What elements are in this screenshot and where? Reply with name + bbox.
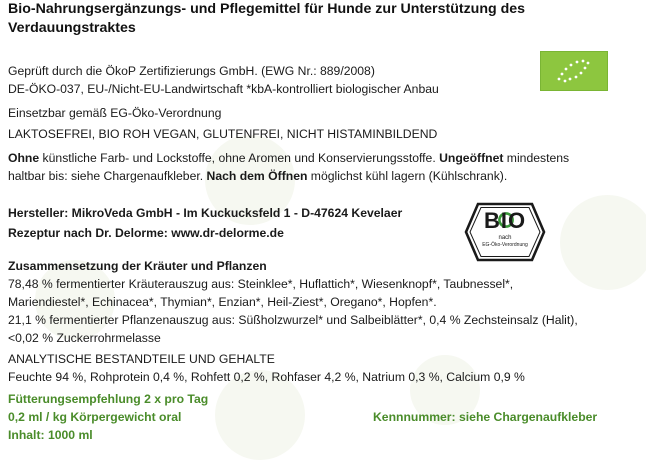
recipe-info: Rezeptur nach Dr. Delorme: www.dr-delorme.de	[8, 226, 284, 240]
storage-line2	[8, 169, 507, 183]
composition-heading: Zusammensetzung der Kräuter und Pflanzen	[8, 259, 267, 273]
storage-unopened: Ungeöffnet	[439, 151, 504, 165]
storage-text: mindestens	[503, 151, 570, 165]
product-title-line2: Verdauungstraktes	[8, 20, 136, 36]
bio-seal-sub1: nach	[498, 235, 512, 241]
composition-line2: Mariendiestel*, Echinacea*, Thymian*, Enzian*, Heil-Ziest*, Oregano*, Hopfen*.	[8, 295, 437, 309]
regulation-note: Einsetzbar gemäß EG-Öko-Verordnung	[8, 106, 222, 120]
feeding-recommendation: Fütterungsempfehlung 2 x pro Tag	[8, 392, 209, 406]
storage-text: haltbar bis: siehe Chargenaufkleber.	[8, 169, 207, 183]
background-blob	[560, 195, 646, 290]
composition-line4: <0,02 % Zuckerrohrmelasse	[8, 331, 161, 345]
eu-organic-logo	[540, 51, 608, 91]
batch-number: Kennnummer: siehe Chargenaufkleber	[373, 410, 598, 424]
manufacturer: Hersteller: MikroVeda GmbH - Im Kuckucksfeld 1 - D-47624 Kevelaer	[8, 206, 403, 220]
composition-line3: 21,1 % fermentierter Pflanzenauszug aus: Süßholzwurzel* und Salbeiblätter*, 0,4 % Zechsteinsalz (Halit),	[8, 313, 578, 327]
feeding-dosage: 0,2 ml / kg Körpergewicht oral	[8, 410, 182, 424]
analytics-heading: ANALYTISCHE BESTANDTEILE UND GEHALTE	[8, 352, 275, 366]
product-properties: LAKTOSEFREI, BIO ROH VEGAN, GLUTENFREI, NICHT HISTAMINBILDEND	[8, 127, 438, 141]
storage-line1	[8, 151, 569, 165]
bio-seal-sub2: EG-Öko-Verordnung	[482, 242, 528, 248]
storage-text: künstliche Farb- und Lockstoffe, ohne Aromen und Konservierungsstoffe.	[39, 151, 440, 165]
analytics-values: Feuchte 94 %, Rohprotein 0,4 %, Rohfett 0,2 %, Rohfaser 4,2 %, Natrium 0,3 %, Calcium 0,9 %	[8, 370, 525, 384]
eu-leaf-stars-icon	[541, 52, 607, 90]
content-volume: Inhalt: 1000 ml	[8, 428, 93, 442]
storage-text: möglichst kühl lagern (Kühlschrank).	[307, 169, 508, 183]
composition-line1: 78,48 % fermentierter Kräuterauszug aus: Steinklee*, Huflattich*, Wiesenknopf*, Taubnessel*,	[8, 277, 514, 291]
storage-ohne: Ohne	[8, 151, 40, 165]
product-title-line1: Bio-Nahrungsergänzungs- und Pflegemittel für Hunde zur Unterstützung des	[8, 1, 526, 17]
certification-line1: Geprüft durch die ÖkoP Zertifizierungs GmbH. (EWG Nr.: 889/2008)	[8, 64, 375, 78]
bio-seal	[464, 201, 546, 263]
storage-after-opening: Nach dem Öffnen	[206, 169, 308, 183]
bio-seal-text: BIO	[483, 208, 527, 233]
certification-line2: DE-ÖKO-037, EU-/Nicht-EU-Landwirtschaft *kbA-kontrolliert biologischer Anbau	[8, 82, 439, 96]
